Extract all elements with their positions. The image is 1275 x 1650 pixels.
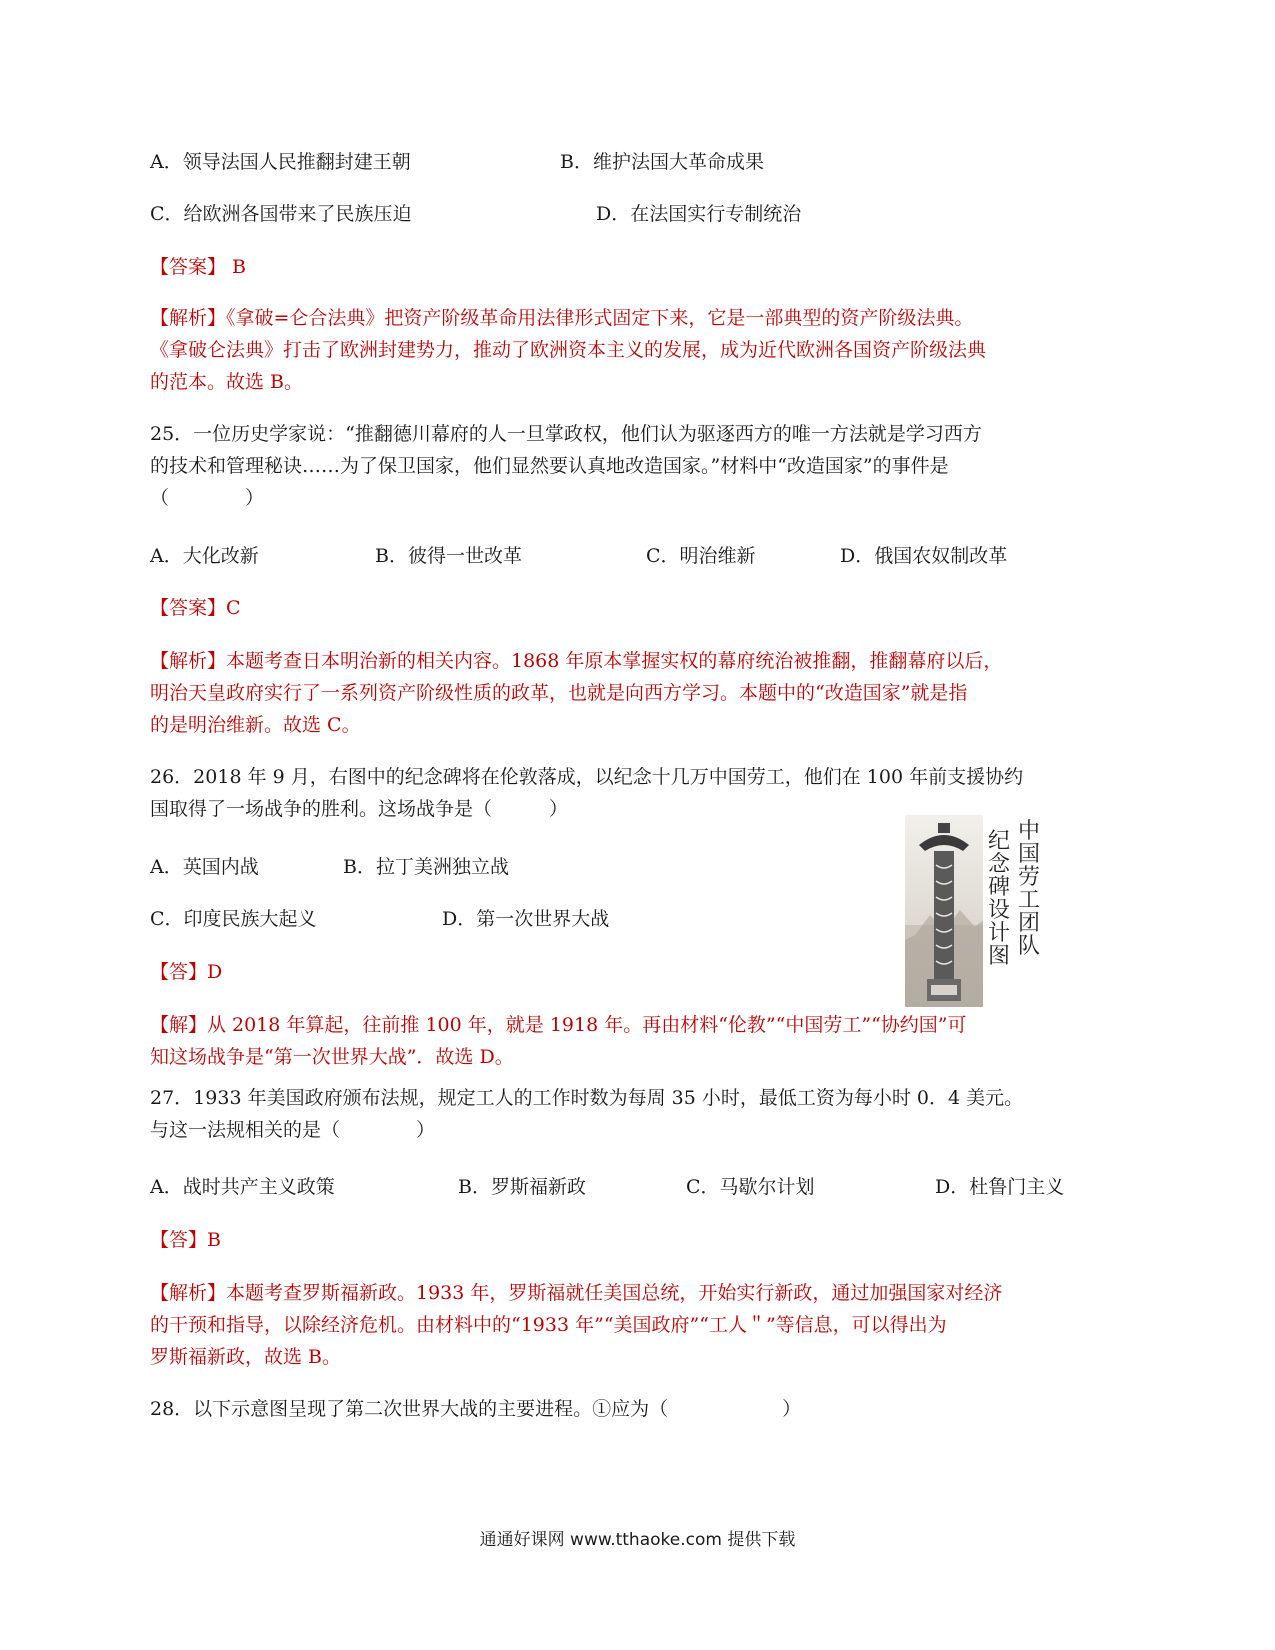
q27-option-c: C．马歇尔计划: [686, 1176, 815, 1198]
q25-stem-line: 25．一位历史学家说：“推翻德川幕府的人一旦掌政权，他们认为驱逐西方的唯一方法就是学习西方: [150, 423, 982, 445]
q24-analysis-line: 《拿破仑法典》打击了欧洲封建势力，推动了欧洲资本主义的发展，成为近代欧洲各国资产阶级法典: [150, 339, 987, 361]
q25-analysis-line: 的是明治维新。故选 C。: [150, 714, 361, 736]
q26-analysis-line: 【解】从 2018 年算起，往前推 100 年，就是 1918 年。再由材料“伦教”“中国劳工”“协约国”可: [150, 1014, 967, 1036]
q26-answer: 【答】D: [150, 961, 223, 983]
q24-answer: 【答案】 B: [150, 256, 247, 278]
q24-option-a: A．领导法国人民推翻封建王朝: [150, 151, 411, 173]
q27-option-d: D．杜鲁门主义: [935, 1176, 1065, 1198]
q26-option-c: C．印度民族大起义: [150, 908, 317, 930]
q25-answer: 【答案】C: [150, 597, 241, 619]
page-footer: 通通好课网 www.tthaoke.com 提供下载: [479, 1530, 796, 1550]
q25-option-a: A．大化改新: [150, 545, 259, 567]
q24-option-d: D．在法国实行专制统治: [596, 203, 802, 225]
figure-caption-team: 中国劳工团队: [1017, 819, 1040, 959]
q26-option-b: B．拉丁美洲独立战: [343, 856, 509, 878]
q27-stem-line: 27．1933 年美国政府颁布法规，规定工人的工作时数为每周 35 小时，最低工资为每小时 0．4 美元。: [150, 1087, 1024, 1109]
q25-option-d: D．俄国农奴制改革: [840, 545, 1008, 567]
q27-analysis-line: 罗斯福新政，故选 B。: [150, 1346, 342, 1368]
figure-caption-title: 纪念碑设计图: [987, 829, 1010, 969]
q26-option-a: A．英国内战: [150, 856, 259, 878]
q26-option-d: D．第一次世界大战: [442, 908, 610, 930]
q25-analysis-line: 明治天皇政府实行了一系列资产阶级性质的政革，也就是向西方学习。本题中的“改造国家”就是指: [150, 682, 968, 704]
q28-stem: 28．以下示意图呈现了第二次世界大战的主要进程。①应为（ ）: [150, 1398, 802, 1420]
q24-analysis-line: 【解析】《拿破=仑合法典》把资产阶级革命用法律形式固定下来，它是一部典型的资产阶级法典。: [150, 307, 974, 329]
q25-analysis-line: 【解析】本题考查日本明治新的相关内容。1868 年原本掌握实权的幕府统治被推翻，推翻幕府以后，: [150, 650, 1003, 672]
monument-illustration: [905, 815, 983, 1007]
q24-option-c: C．给欧洲各国带来了民族压迫: [150, 203, 412, 225]
q27-analysis-line: 的干预和指导，以除经济危机。由材料中的“1933 年”“美国政府”“工人＂”等信息，可以得出为: [150, 1314, 947, 1336]
monument-image: [905, 815, 983, 1007]
q24-option-b: B．维护法国大革命成果: [560, 151, 764, 173]
q27-option-a: A．战时共产主义政策: [150, 1176, 335, 1198]
q27-stem-line: 与这一法规相关的是（ ）: [150, 1119, 436, 1141]
q25-stem-line: 的技术和管理秘诀……为了保卫国家，他们显然要认真地改造国家。”材料中“改造国家”的事件是: [150, 455, 949, 477]
q25-option-b: B．彼得一世改革: [375, 545, 522, 567]
q25-stem-line: （ ）: [150, 487, 265, 509]
q26-analysis-line: 知这场战争是“第一次世界大战”．故选 D。: [150, 1046, 514, 1068]
q27-answer: 【答】B: [150, 1229, 221, 1251]
q24-analysis-line: 的范本。故选 B。: [150, 371, 304, 393]
q27-analysis-line: 【解析】本题考查罗斯福新政。1933 年，罗斯福就任美国总统，开始实行新政，通过加强国家对经济: [150, 1282, 1003, 1304]
q25-option-c: C．明治维新: [646, 545, 756, 567]
q27-option-b: B．罗斯福新政: [458, 1176, 586, 1198]
q26-stem-line: 国取得了一场战争的胜利。这场战争是（ ）: [150, 798, 569, 820]
q26-stem-line: 26．2018 年 9 月，右图中的纪念碑将在伦敦落成，以纪念十几万中国劳工，他们在 100 年前支援协约: [150, 766, 1024, 788]
